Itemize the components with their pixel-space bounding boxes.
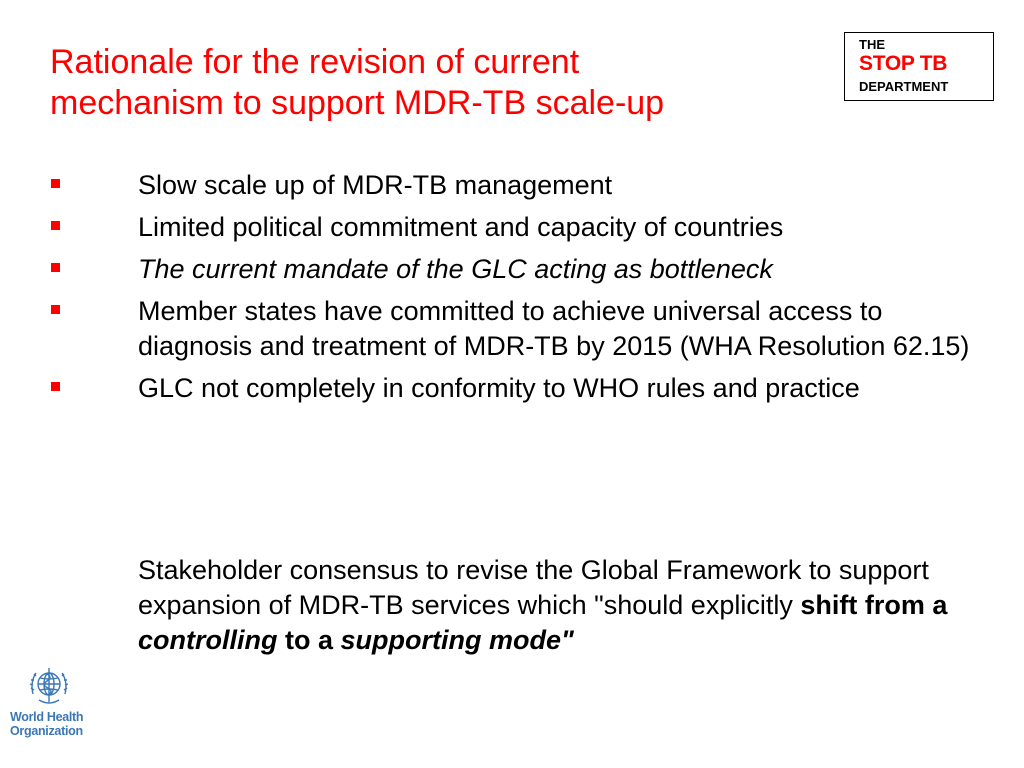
bullet-icon	[51, 382, 60, 391]
who-name-line-2: Organization	[10, 724, 83, 738]
bullet-icon	[51, 179, 60, 188]
logo-the-text: THE	[859, 37, 885, 52]
who-name-line-1: World Health	[10, 710, 84, 724]
paragraph-bold-italic: controlling	[138, 625, 278, 655]
list-item	[0, 210, 1024, 245]
who-logo	[10, 664, 90, 742]
who-name	[10, 710, 100, 738]
title-line-2: mechanism to support MDR-TB scale-up	[50, 84, 665, 122]
paragraph-end-quote: "	[560, 625, 574, 655]
stop-tb-logo	[844, 32, 994, 101]
consensus-paragraph	[138, 553, 998, 658]
list-item	[0, 294, 1024, 364]
bullet-list	[0, 168, 1024, 413]
logo-stop-tb-text: STOP TB	[859, 52, 948, 75]
paragraph-bold: to a	[277, 625, 341, 655]
bullet-text: Limited political commitment and capacity of countries	[138, 212, 784, 242]
bullet-text: GLC not completely in conformity to WHO rules and practice	[138, 373, 860, 403]
list-item	[0, 168, 1024, 203]
paragraph-bold: shift from a	[800, 590, 948, 620]
bullet-text: Member states have committed to achieve universal access to diagnosis and treatment of MDR-TB by 2015 (WHA Resolution 62.15)	[138, 296, 970, 361]
who-emblem-icon	[27, 664, 71, 708]
bullet-icon	[51, 305, 60, 314]
list-item	[0, 371, 1024, 406]
paragraph-bold-italic: supporting mode	[340, 625, 561, 655]
title-line-1: Rationale for the revision of current	[50, 43, 580, 81]
bullet-text: Slow scale up of MDR-TB management	[138, 170, 613, 200]
bullet-text: The current mandate of the GLC acting as bottleneck	[138, 254, 773, 284]
slide-title	[50, 42, 810, 124]
logo-department-text: DEPARTMENT	[859, 79, 949, 94]
list-item	[0, 252, 1024, 287]
paragraph-text: Stakeholder consensus to revise the Global Framework to support expansion of MDR-TB services which "should explicitly	[138, 555, 929, 620]
bullet-icon	[51, 221, 60, 230]
bullet-icon	[51, 263, 60, 272]
